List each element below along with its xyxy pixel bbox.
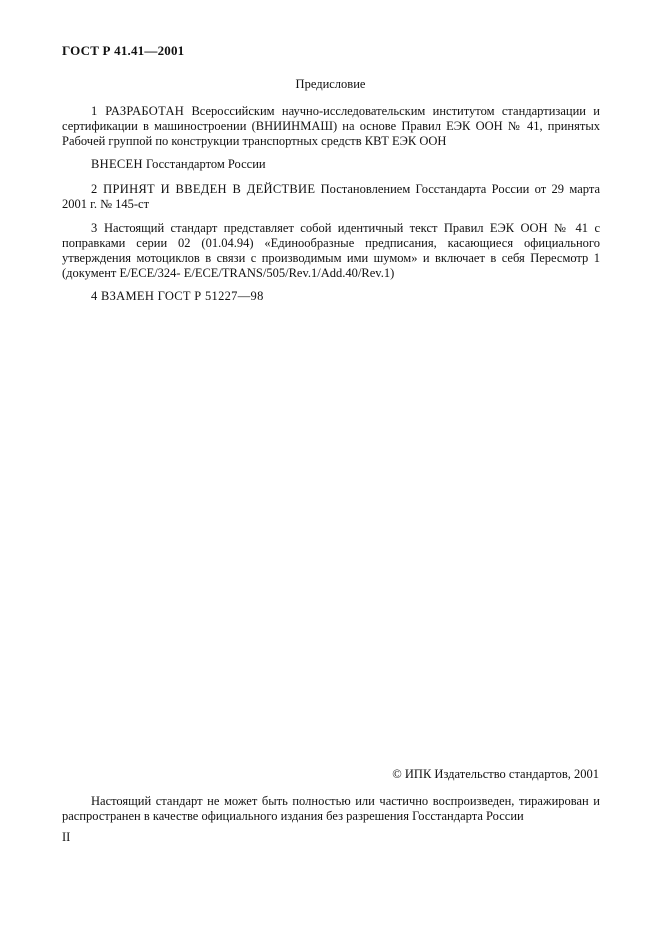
document-code: ГОСТ Р 41.41—2001 <box>62 43 185 58</box>
paragraph-lead: 3 <box>91 221 98 235</box>
preface-paragraph-3 <box>62 182 600 212</box>
reproduction-notice: Настоящий стандарт не может быть полностью или частично воспроизведен, тиражирован и распространен в качестве официального издания без разрешения Госстандарта России <box>62 794 600 823</box>
paragraph-lead: 2 ПРИНЯТ И ВВЕДЕН В ДЕЙСТВИЕ <box>91 182 316 196</box>
preface-paragraph-4 <box>62 221 600 281</box>
paragraph-text: Постановлением Госстандарта России от 29 марта 2001 г. № 145-ст <box>62 182 600 211</box>
preface-paragraph-1 <box>62 104 600 149</box>
page-number: II <box>62 830 71 844</box>
paragraph-text: Госстандартом России <box>142 157 266 171</box>
paragraph-lead: ВНЕСЕН <box>91 157 143 171</box>
preface-paragraph-5 <box>62 289 600 304</box>
preface-paragraph-2 <box>62 157 600 172</box>
paragraph-lead: 4 ВЗАМЕН ГОСТ Р 51227—98 <box>91 289 264 303</box>
preface-title: Предисловие <box>295 77 366 91</box>
paragraph-text: Настоящий стандарт представляет собой идентичный текст Правил ЕЭК ООН № 41 с поправками серии 02 (01.04.94) «Единообразные предписания, касающиеся официального утверждения мотоциклов в связи с производимым ими шумом» и включает в себя Пересмотр 1 (документ E/ECE/324- E/ECE/TRANS/505/Rev.1/Add.40/Rev.1) <box>62 221 600 280</box>
copyright-line: © ИПК Издательство стандартов, 2001 <box>392 767 599 781</box>
paragraph-lead: 1 РАЗРАБОТАН <box>91 104 185 118</box>
paragraph-text: Всероссийским научно-исследовательским институтом стандартизации и сертификации в машиностроении (ВНИИНМАШ) на основе Правил ЕЭК ООН № 41, принятых Рабочей группой по конструкции транспортных средств КВТ ЕЭК ООН <box>62 104 601 148</box>
